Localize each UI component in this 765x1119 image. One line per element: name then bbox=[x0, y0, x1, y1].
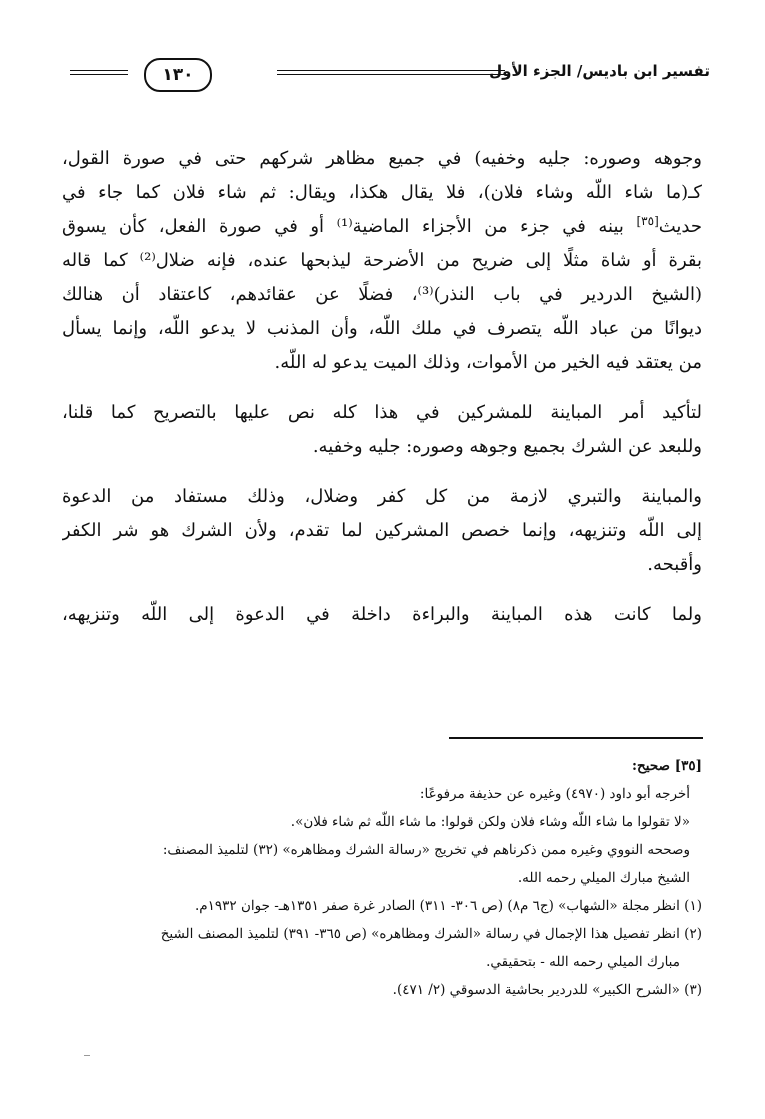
footnote-line: الشيخ مبارك الميلي رحمه الله. bbox=[517, 870, 690, 886]
page-mark bbox=[84, 1055, 90, 1056]
body-line: (الشيخ الدردير في باب النذر)⁽³⁾، فضلًا عن عقائدهم، كاعتقاد أن هنالك bbox=[62, 284, 702, 305]
running-header bbox=[70, 58, 710, 98]
footnote-separator bbox=[449, 737, 703, 739]
footnote-line: «لا تقولوا ما شاء اللّه وشاء فلان ولكن قولوا: ما شاء اللّه ثم شاء فلان». bbox=[290, 814, 690, 830]
footnote-3: (٣) «الشرح الكبير» للدردير بحاشية الدسوقي (٢/ ٤٧١). bbox=[392, 982, 702, 998]
body-line: بقرة أو شاة مثلًا إلى ضريح من الأضرحة ليذبحها عنده، فإنه ضلال⁽²⁾ كما قاله bbox=[62, 250, 702, 271]
body-line-prefix: حديث bbox=[658, 216, 702, 237]
header-rule-middle bbox=[277, 70, 505, 75]
body-line: كـ(ما شاء اللّه وشاء فلان)، فلا يقال هكذا، ويقال: ثم شاء فلان كما جاء في bbox=[62, 182, 702, 203]
footnote-1: (١) انظر مجلة «الشهاب» (ج٦ م٨) (ص ٣٠٦- ٣١١) الصادر غرة صفر ١٣٥١هـ- جوان ١٩٣٢م. bbox=[194, 898, 702, 914]
body-line: لتأكيد أمر المباينة للمشركين في هذا كله نص عليها بالتصريح كما قلنا، bbox=[62, 402, 702, 423]
body-line: إلى اللّه وتنزيهه، وإنما خصص المشركين لما تقدم، ولأن الشرك هو شر الكفر bbox=[62, 520, 702, 541]
body-line-rest: بينه في جزء من الأجزاء الماضية⁽¹⁾ أو في صورة الفعل، كأن يسوق bbox=[62, 216, 624, 237]
footnotes bbox=[62, 752, 702, 1004]
footnote-2: (٢) انظر تفصيل هذا الإجمال في رسالة «الشرك ومظاهره» (ص ٣٦٥- ٣٩١) لتلميذ المصنف الشيخ bbox=[160, 926, 702, 942]
footnote-2-continued: مبارك الميلي رحمه الله - بتحقيقي. bbox=[486, 954, 680, 970]
body-line: وأقبحه. bbox=[647, 554, 702, 575]
body-text bbox=[62, 142, 702, 632]
page-number: ١٣٠ bbox=[144, 58, 212, 92]
footnote-reference-heading: [٣٥] صحيح: bbox=[632, 758, 702, 774]
body-line: وللبعد عن الشرك بجميع وجوهه وصوره: جليه وخفيه. bbox=[312, 436, 702, 457]
body-line: من يعتقد فيه الخير من الأموات، وذلك الميت يدعو له اللّه. bbox=[274, 352, 702, 373]
body-line bbox=[62, 210, 702, 244]
body-line: والمباينة والتبري لازمة من كل كفر وضلال، وذلك مستفاد من الدعوة bbox=[62, 486, 702, 507]
header-title: تفسير ابن باديس/ الجزء الأول bbox=[489, 62, 710, 80]
header-rule-left bbox=[70, 70, 128, 75]
body-line: ديوانًا من عباد اللّه يتصرف في ملك اللّه، وأن المذنب لا يدعو اللّه، وإنما يسأل bbox=[62, 318, 702, 339]
body-line: ولما كانت هذه المباينة والبراءة داخلة في الدعوة إلى اللّه وتنزيهه، bbox=[62, 604, 702, 625]
footnote-line: أخرجه أبو داود (٤٩٧٠) وغيره عن حذيفة مرفوعًا: bbox=[419, 786, 690, 802]
hadith-reference-marker: [٣٥] bbox=[636, 214, 659, 228]
footnote-line: وصححه النووي وغيره ممن ذكرناهم في تخريج «رسالة الشرك ومظاهره» (٣٢) لتلميذ المصنف: bbox=[162, 842, 690, 858]
body-line: وجوهه وصوره: جليه وخفيه) في جميع مظاهر شركهم حتى في صورة القول، bbox=[62, 148, 702, 169]
